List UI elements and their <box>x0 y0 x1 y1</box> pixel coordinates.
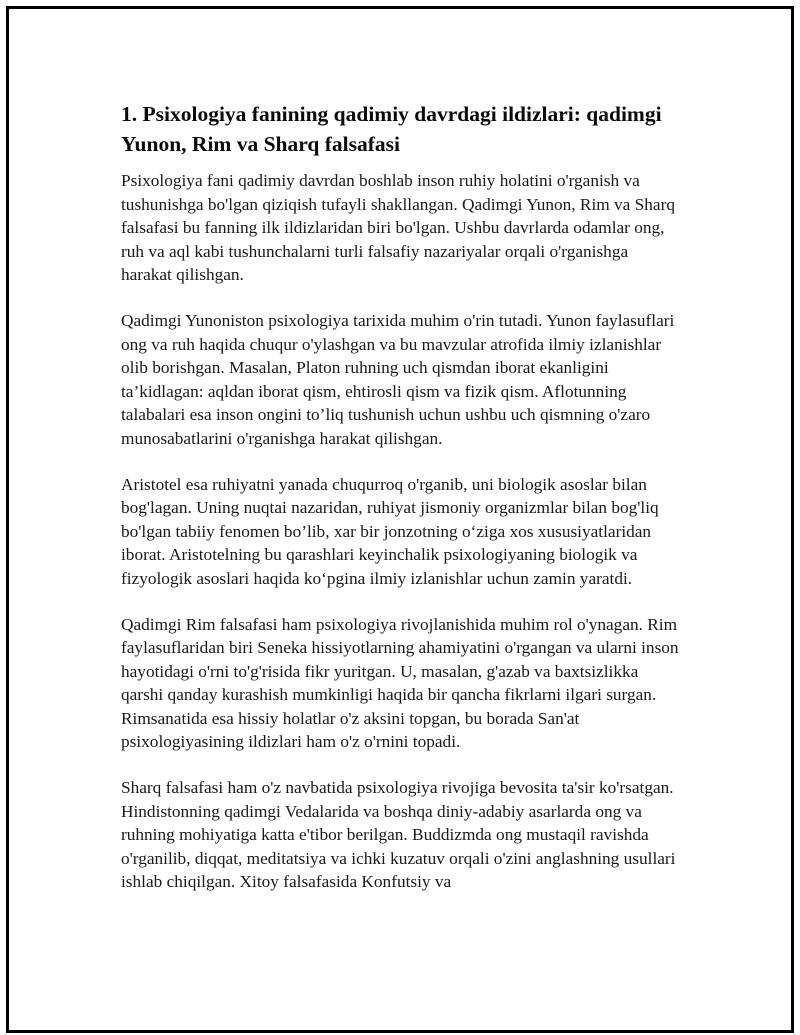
paragraph-rome: Qadimgi Rim falsafasi ham psixologiya rivojlanishida muhim rol o'ynagan. Rim faylasuflaridan biri Seneka hissiyotlarning ahamiyatini o'rgangan va ularni inson hayotidagi o'rni to'g'risida fikr yuritgan. U, masalan, g'azab va baxtsizlikka qarshi qanday kurashish mumkinligi haqida bir qancha fikrlarni ilgari surgan. Rimsanatida esa hissiy holatlar o'z aksini topgan, bu borada San'at psixologiyasining ildizlari ham o'z o'rnini topadi. <box>121 614 679 752</box>
paragraph-intro: Psixologiya fani qadimiy davrdan boshlab inson ruhiy holatini o'rganish va tushunishga bo'lgan qiziqish tufayli shakllangan. Qadimgi Yunon, Rim va Sharq falsafasi bu fanning ilk ildizlaridan biri bo'lgan. Ushbu davrlarda odamlar ong, ruh va aql kabi tushunchalarni turli falsafiy nazariyalar orqali o'rganishga harakat qilishgan. <box>121 171 675 285</box>
section-heading: 1. Psixologiya fanining qadimiy davrdagi ildizlari: qadimgi Yunon, Rim va Sharq falsafasi <box>121 102 662 156</box>
page-frame <box>6 6 794 1033</box>
paragraph-east: Sharq falsafasi ham o'z navbatida psixologiya rivojiga bevosita ta'sir ko'rsatgan. Hindistonning qadimgi Vedalarida va boshqa diniy-adabiy asarlarda ong va ruhning mohiyatiga katta e'tibor berilgan. Buddizmda ong mustaqil ravishda o'rganilib, diqqat, meditatsiya va ichki kuzatuv orqali o'zini anglashning usullari ishlab chiqilgan. Xitoy falsafasida Konfutsiy va <box>121 778 676 892</box>
document-body <box>121 99 681 916</box>
paragraph-aristotle: Aristotel esa ruhiyatni yanada chuqurroq o'rganib, uni biologik asoslar bilan bog'lagan. Uning nuqtai nazaridan, ruhiyat jismoniy organizmlar bilan bog'liq bo'lgan tabiiy fenomen bo’lib, xar bir jonzotning o‘ziga xos xususiyatlaridan iborat. Aristotelning bu qarashlari keyinchalik psixologiyaning biologik va fizyologik asoslari haqida ko‘pgina ilmiy izlanishlar uchun zamin yaratdi. <box>121 474 659 588</box>
paragraph-greece: Qadimgi Yunoniston psixologiya tarixida muhim o'rin tutadi. Yunon faylasuflari ong va ruh haqida chuqur o'ylashgan va bu mavzular atrofida ilmiy izlanishlar olib borishgan. Masalan, Platon ruhning uch qismdan iborat ekanligini ta’kidlagan: aqldan iborat qism, ehtirosli qism va fizik qism. Aflotunning talabalari esa inson ongini to’liq tushunish uchun ushbu uch qismning o'zaro munosabatlarini o'rganishga harakat qilishgan. <box>121 310 675 448</box>
